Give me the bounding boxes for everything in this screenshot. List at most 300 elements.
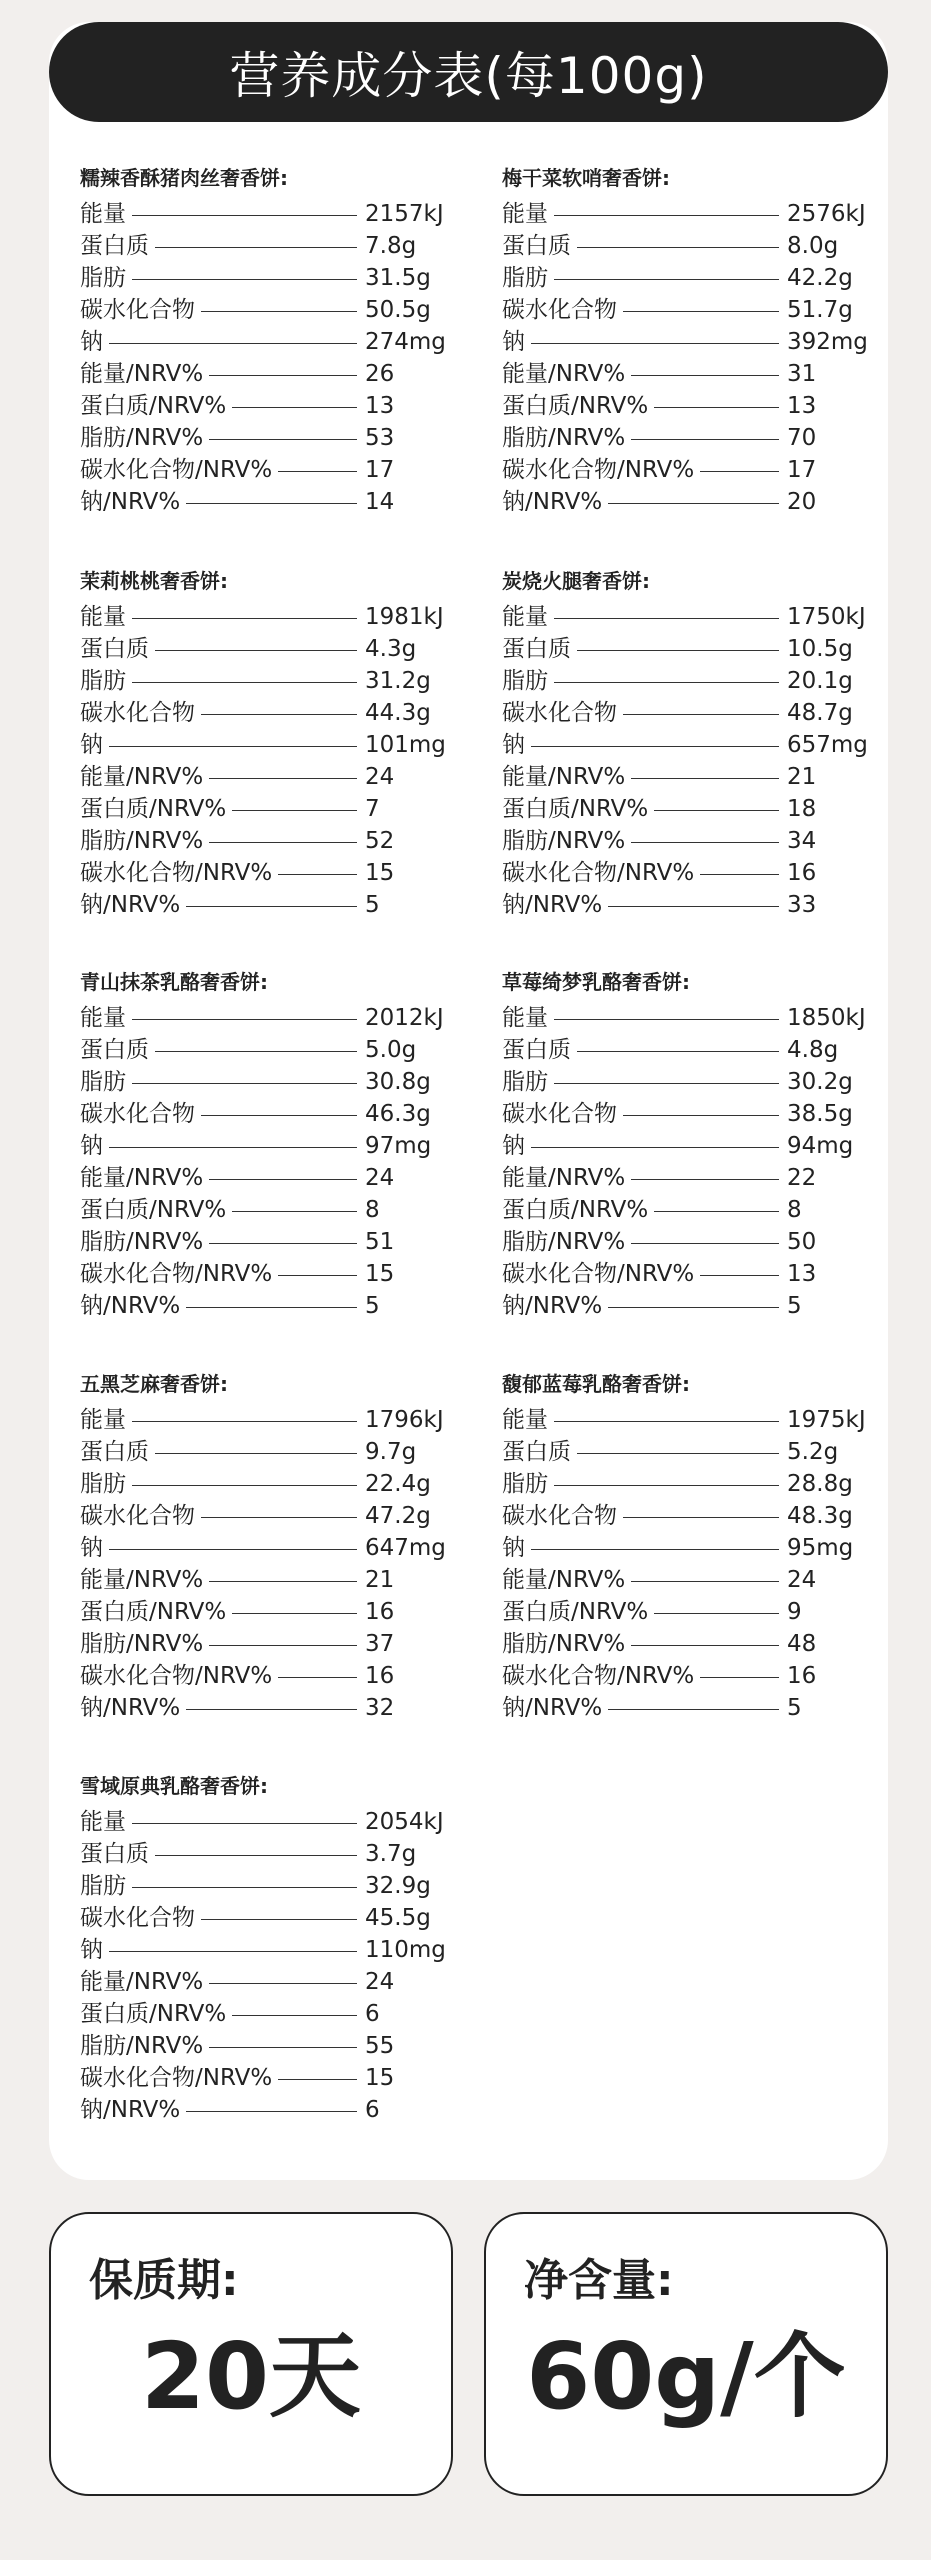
product-name: 草莓绮梦乳酪奢香饼:: [502, 970, 690, 994]
net-content-label: 净含量:: [524, 2255, 674, 2306]
nutrient-label: 蛋白质: [502, 636, 571, 662]
leader-line: [577, 650, 779, 651]
nutrient-row: [502, 1002, 882, 1034]
nutrient-value: 2576kJ: [787, 201, 866, 227]
nutrient-value: 51: [365, 1229, 395, 1255]
product-panel: [80, 964, 460, 1322]
leader-line: [201, 714, 357, 715]
leader-line: [577, 1051, 779, 1052]
leader-line: [278, 1677, 357, 1678]
nutrient-label: 钠/NRV%: [502, 892, 603, 918]
nutrient-label: 钠/NRV%: [502, 489, 603, 515]
leader-line: [700, 1275, 779, 1276]
leader-line: [654, 810, 779, 811]
nutrient-label: 脂肪: [502, 668, 548, 694]
leader-line: [209, 1243, 357, 1244]
nutrient-row: [80, 1564, 460, 1596]
leader-line: [232, 2015, 357, 2016]
nutrient-row: [502, 198, 882, 230]
nutrient-label: 碳水化合物: [502, 297, 617, 323]
nutrient-row: [80, 422, 460, 454]
leader-line: [109, 746, 357, 747]
nutrient-row: [502, 454, 882, 486]
nutrient-label: 钠: [502, 1133, 525, 1159]
nutrient-value: 21: [365, 1567, 395, 1593]
nutrient-label: 蛋白质: [80, 636, 149, 662]
leader-line: [577, 1453, 779, 1454]
nutrient-row: [80, 1130, 460, 1162]
nutrient-label: 能量: [80, 201, 126, 227]
nutrient-label: 脂肪: [502, 1471, 548, 1497]
nutrient-value: 5: [365, 892, 380, 918]
leader-line: [554, 1421, 779, 1422]
nutrient-row: [80, 294, 460, 326]
nutrient-row: [80, 665, 460, 697]
nutrient-label: 碳水化合物: [80, 297, 195, 323]
leader-line: [209, 2047, 357, 2048]
nutrient-row: [80, 1628, 460, 1660]
leader-line: [186, 1307, 357, 1308]
nutrient-value: 5: [365, 1293, 380, 1319]
nutrient-row: [502, 1468, 882, 1500]
nutrient-row: [502, 1564, 882, 1596]
leader-line: [232, 1211, 357, 1212]
leader-line: [109, 343, 357, 344]
leader-line: [109, 1147, 357, 1148]
nutrient-value: 47.2g: [365, 1503, 431, 1529]
nutrient-value: 34: [787, 828, 817, 854]
nutrient-label: 碳水化合物/NRV%: [80, 860, 273, 886]
leader-line: [531, 343, 779, 344]
nutrient-value: 22.4g: [365, 1471, 431, 1497]
nutrient-label: 钠: [80, 1535, 103, 1561]
nutrient-value: 6: [365, 2001, 380, 2027]
nutrient-value: 20: [787, 489, 817, 515]
nutrient-row: [80, 1226, 460, 1258]
product-panel: [502, 1366, 882, 1724]
page-title-text: 营养成分表(每100g): [229, 47, 708, 105]
leader-line: [201, 1517, 357, 1518]
nutrient-row: [502, 793, 882, 825]
nutrient-row: [502, 1500, 882, 1532]
nutrient-row: [80, 761, 460, 793]
leader-line: [623, 311, 779, 312]
nutrient-value: 5: [787, 1695, 802, 1721]
leader-line: [631, 439, 779, 440]
nutrient-label: 蛋白质/NRV%: [80, 2001, 227, 2027]
nutrient-value: 4.3g: [365, 636, 417, 662]
product-name: 雪域原典乳酪奢香饼:: [80, 1774, 268, 1798]
leader-line: [608, 906, 779, 907]
nutrient-row: [80, 2062, 460, 2094]
leader-line: [700, 471, 779, 472]
nutrient-label: 钠/NRV%: [502, 1293, 603, 1319]
nutrient-label: 能量/NRV%: [80, 1567, 204, 1593]
nutrient-value: 6: [365, 2097, 380, 2123]
nutrient-label: 蛋白质: [502, 233, 571, 259]
leader-line: [132, 215, 357, 216]
nutrient-row: [502, 1628, 882, 1660]
leader-line: [654, 407, 779, 408]
nutrient-value: 15: [365, 2065, 395, 2091]
nutrient-value: 31: [787, 361, 817, 387]
nutrient-value: 17: [365, 457, 395, 483]
leader-line: [577, 247, 779, 248]
nutrient-label: 脂肪: [80, 265, 126, 291]
nutrient-value: 13: [787, 393, 817, 419]
nutrient-label: 脂肪: [80, 1471, 126, 1497]
leader-line: [232, 810, 357, 811]
leader-line: [132, 1823, 357, 1824]
nutrient-label: 蛋白质: [80, 233, 149, 259]
leader-line: [132, 1421, 357, 1422]
leader-line: [623, 714, 779, 715]
nutrient-row: [80, 601, 460, 633]
net-content-value: 60g/个: [526, 2323, 846, 2430]
nutrient-label: 钠: [80, 1133, 103, 1159]
nutrient-value: 22: [787, 1165, 817, 1191]
nutrient-value: 94mg: [787, 1133, 854, 1159]
nutrient-label: 碳水化合物/NRV%: [502, 1261, 695, 1287]
nutrient-value: 1796kJ: [365, 1407, 444, 1433]
nutrient-row: [80, 697, 460, 729]
nutrient-value: 55: [365, 2033, 395, 2059]
nutrient-value: 4.8g: [787, 1037, 839, 1063]
nutrient-row: [502, 1532, 882, 1564]
nutrient-label: 蛋白质: [502, 1439, 571, 1465]
nutrient-label: 能量/NRV%: [80, 1165, 204, 1191]
nutrient-label: 碳水化合物: [80, 1503, 195, 1529]
product-panel: [80, 1366, 460, 1724]
nutrient-row: [502, 1692, 882, 1724]
nutrient-row: [80, 1998, 460, 2030]
nutrient-row: [80, 454, 460, 486]
product-name: 五黑芝麻奢香饼:: [80, 1372, 228, 1396]
product-panel: [80, 563, 460, 921]
nutrient-value: 51.7g: [787, 297, 853, 323]
leader-line: [155, 1453, 357, 1454]
product-panel: [502, 964, 882, 1322]
nutrient-row: [502, 1226, 882, 1258]
nutrient-row: [80, 230, 460, 262]
nutrient-row: [502, 230, 882, 262]
shelf-life-box: [49, 2212, 453, 2496]
nutrient-value: 48: [787, 1631, 817, 1657]
nutrient-value: 18: [787, 796, 817, 822]
nutrient-label: 钠/NRV%: [80, 1695, 181, 1721]
nutrient-row: [502, 1098, 882, 1130]
leader-line: [209, 439, 357, 440]
leader-line: [631, 1645, 779, 1646]
nutrient-row: [80, 1258, 460, 1290]
nutrient-row: [80, 262, 460, 294]
leader-line: [132, 1887, 357, 1888]
nutrient-row: [502, 633, 882, 665]
nutrient-value: 16: [787, 860, 817, 886]
nutrient-value: 70: [787, 425, 817, 451]
leader-line: [201, 1115, 357, 1116]
nutrient-value: 2157kJ: [365, 201, 444, 227]
nutrient-value: 10.5g: [787, 636, 853, 662]
nutrient-label: 脂肪/NRV%: [80, 828, 204, 854]
nutrient-value: 30.8g: [365, 1069, 431, 1095]
nutrient-label: 蛋白质: [80, 1037, 149, 1063]
nutrient-row: [80, 729, 460, 761]
nutrient-label: 蛋白质/NRV%: [502, 1599, 649, 1625]
product-name: 青山抹茶乳酪奢香饼:: [80, 970, 268, 994]
nutrient-row: [80, 857, 460, 889]
nutrient-row: [502, 1130, 882, 1162]
leader-line: [186, 503, 357, 504]
nutrient-label: 碳水化合物/NRV%: [80, 1261, 273, 1287]
leader-line: [201, 311, 357, 312]
leader-line: [554, 215, 779, 216]
nutrient-value: 2012kJ: [365, 1005, 444, 1031]
nutrient-label: 碳水化合物/NRV%: [502, 860, 695, 886]
nutrient-value: 1850kJ: [787, 1005, 866, 1031]
nutrient-row: [502, 1436, 882, 1468]
nutrient-value: 53: [365, 425, 395, 451]
leader-line: [554, 1019, 779, 1020]
leader-line: [654, 1211, 779, 1212]
page-title: [49, 22, 888, 122]
nutrient-row: [80, 1436, 460, 1468]
nutrient-label: 钠/NRV%: [80, 489, 181, 515]
product-name: 糯辣香酥猪肉丝奢香饼:: [80, 166, 288, 190]
nutrient-label: 钠/NRV%: [80, 1293, 181, 1319]
nutrient-label: 碳水化合物: [502, 700, 617, 726]
nutrient-row: [502, 358, 882, 390]
leader-line: [531, 1147, 779, 1148]
leader-line: [155, 247, 357, 248]
nutrient-row: [502, 1596, 882, 1628]
product-name: 梅干菜软哨奢香饼:: [502, 166, 670, 190]
nutrient-value: 20.1g: [787, 668, 853, 694]
nutrient-row: [502, 1258, 882, 1290]
nutrient-value: 657mg: [787, 732, 868, 758]
nutrient-row: [502, 665, 882, 697]
nutrient-row: [80, 1870, 460, 1902]
nutrient-label: 能量: [80, 1809, 126, 1835]
nutrient-label: 脂肪/NRV%: [502, 1631, 626, 1657]
nutrient-value: 50.5g: [365, 297, 431, 323]
nutrient-row: [80, 198, 460, 230]
nutrient-row: [80, 358, 460, 390]
nutrient-value: 42.2g: [787, 265, 853, 291]
nutrient-label: 脂肪/NRV%: [502, 1229, 626, 1255]
nutrient-label: 碳水化合物/NRV%: [80, 457, 273, 483]
leader-line: [554, 618, 779, 619]
nutrient-row: [502, 825, 882, 857]
leader-line: [155, 1051, 357, 1052]
nutrient-value: 647mg: [365, 1535, 446, 1561]
nutrient-label: 能量: [80, 604, 126, 630]
leader-line: [132, 618, 357, 619]
nutrient-label: 脂肪/NRV%: [80, 1631, 204, 1657]
leader-line: [209, 842, 357, 843]
leader-line: [278, 1275, 357, 1276]
nutrient-value: 1750kJ: [787, 604, 866, 630]
nutrient-value: 97mg: [365, 1133, 432, 1159]
leader-line: [132, 1485, 357, 1486]
nutrient-label: 碳水化合物: [80, 1101, 195, 1127]
nutrient-row: [502, 601, 882, 633]
nutrient-label: 钠: [502, 732, 525, 758]
leader-line: [623, 1115, 779, 1116]
nutrient-value: 7.8g: [365, 233, 417, 259]
nutrient-value: 5.0g: [365, 1037, 417, 1063]
leader-line: [278, 471, 357, 472]
product-panel: [80, 160, 460, 518]
nutrient-value: 9.7g: [365, 1439, 417, 1465]
nutrient-label: 能量/NRV%: [80, 764, 204, 790]
nutrient-row: [502, 1194, 882, 1226]
nutrient-row: [80, 2030, 460, 2062]
leader-line: [186, 906, 357, 907]
nutrient-row: [80, 1532, 460, 1564]
leader-line: [631, 1179, 779, 1180]
nutrient-label: 脂肪: [502, 265, 548, 291]
nutrient-value: 13: [787, 1261, 817, 1287]
nutrient-label: 钠/NRV%: [502, 1695, 603, 1721]
nutrient-label: 碳水化合物: [80, 1905, 195, 1931]
leader-line: [132, 1083, 357, 1084]
leader-line: [700, 874, 779, 875]
shelf-life-value: 20天: [140, 2323, 362, 2430]
nutrient-value: 26: [365, 361, 395, 387]
nutrient-row: [80, 1902, 460, 1934]
leader-line: [623, 1517, 779, 1518]
nutrient-row: [502, 889, 882, 921]
leader-line: [201, 1919, 357, 1920]
nutrient-label: 脂肪: [502, 1069, 548, 1095]
nutrient-value: 46.3g: [365, 1101, 431, 1127]
nutrient-label: 蛋白质/NRV%: [80, 796, 227, 822]
leader-line: [554, 1485, 779, 1486]
leader-line: [554, 1083, 779, 1084]
nutrient-value: 8.0g: [787, 233, 839, 259]
leader-line: [531, 746, 779, 747]
nutrient-label: 蛋白质/NRV%: [502, 796, 649, 822]
nutrient-label: 蛋白质/NRV%: [80, 393, 227, 419]
nutrient-row: [80, 1098, 460, 1130]
nutrient-label: 能量: [502, 201, 548, 227]
nutrient-row: [80, 633, 460, 665]
leader-line: [132, 1019, 357, 1020]
nutrient-value: 110mg: [365, 1937, 446, 1963]
leader-line: [209, 1179, 357, 1180]
nutrient-label: 蛋白质/NRV%: [80, 1197, 227, 1223]
nutrient-label: 钠: [80, 329, 103, 355]
nutrient-row: [502, 857, 882, 889]
nutrient-row: [502, 729, 882, 761]
leader-line: [209, 375, 357, 376]
nutrient-row: [80, 1162, 460, 1194]
nutrient-value: 392mg: [787, 329, 868, 355]
nutrient-value: 1975kJ: [787, 1407, 866, 1433]
product-panel: [502, 160, 882, 518]
nutrient-value: 50: [787, 1229, 817, 1255]
nutrient-row: [80, 1660, 460, 1692]
leader-line: [232, 1613, 357, 1614]
nutrient-value: 15: [365, 860, 395, 886]
nutrient-label: 能量: [80, 1407, 126, 1433]
nutrient-label: 能量: [80, 1005, 126, 1031]
nutrient-row: [80, 1002, 460, 1034]
nutrient-label: 碳水化合物/NRV%: [80, 1663, 273, 1689]
nutrient-row: [502, 761, 882, 793]
nutrient-label: 脂肪: [80, 1873, 126, 1899]
nutrient-row: [80, 486, 460, 518]
nutrient-row: [80, 1290, 460, 1322]
nutrient-label: 能量/NRV%: [502, 764, 626, 790]
nutrient-row: [80, 1692, 460, 1724]
nutrient-value: 32.9g: [365, 1873, 431, 1899]
nutrient-label: 脂肪/NRV%: [80, 2033, 204, 2059]
leader-line: [554, 682, 779, 683]
nutrient-value: 7: [365, 796, 380, 822]
leader-line: [186, 2111, 357, 2112]
nutrient-label: 能量/NRV%: [502, 1567, 626, 1593]
nutrient-label: 钠: [80, 732, 103, 758]
nutrient-value: 5: [787, 1293, 802, 1319]
nutrient-row: [502, 1290, 882, 1322]
nutrient-label: 脂肪/NRV%: [80, 1229, 204, 1255]
product-name: 茉莉桃桃奢香饼:: [80, 569, 228, 593]
nutrient-row: [80, 2094, 460, 2126]
nutrient-row: [80, 825, 460, 857]
nutrient-row: [80, 1966, 460, 1998]
nutrient-row: [502, 1162, 882, 1194]
leader-line: [554, 279, 779, 280]
leader-line: [631, 1581, 779, 1582]
nutrient-label: 碳水化合物: [502, 1101, 617, 1127]
leader-line: [155, 650, 357, 651]
nutrient-label: 钠/NRV%: [80, 2097, 181, 2123]
leader-line: [608, 503, 779, 504]
nutrient-value: 3.7g: [365, 1841, 417, 1867]
nutrient-label: 脂肪: [80, 668, 126, 694]
nutrient-value: 14: [365, 489, 395, 515]
nutrient-value: 45.5g: [365, 1905, 431, 1931]
nutrient-row: [502, 1066, 882, 1098]
nutrient-label: 能量: [502, 1407, 548, 1433]
nutrient-value: 33: [787, 892, 817, 918]
nutrient-value: 44.3g: [365, 700, 431, 726]
nutrient-value: 16: [365, 1599, 395, 1625]
nutrient-value: 24: [365, 1165, 395, 1191]
nutrient-row: [502, 486, 882, 518]
shelf-life-label: 保质期:: [89, 2255, 239, 2306]
nutrient-label: 碳水化合物/NRV%: [80, 2065, 273, 2091]
nutrient-label: 能量/NRV%: [80, 1969, 204, 1995]
nutrient-value: 13: [365, 393, 395, 419]
nutrient-label: 蛋白质/NRV%: [502, 393, 649, 419]
nutrient-value: 8: [365, 1197, 380, 1223]
nutrient-value: 24: [365, 1969, 395, 1995]
leader-line: [608, 1709, 779, 1710]
leader-line: [209, 778, 357, 779]
nutrient-label: 能量/NRV%: [502, 1165, 626, 1191]
nutrient-label: 能量/NRV%: [502, 361, 626, 387]
nutrient-label: 钠: [80, 1937, 103, 1963]
leader-line: [186, 1709, 357, 1710]
leader-line: [132, 682, 357, 683]
nutrient-value: 31.2g: [365, 668, 431, 694]
nutrient-value: 16: [365, 1663, 395, 1689]
nutrient-row: [80, 1468, 460, 1500]
nutrient-label: 碳水化合物/NRV%: [502, 457, 695, 483]
